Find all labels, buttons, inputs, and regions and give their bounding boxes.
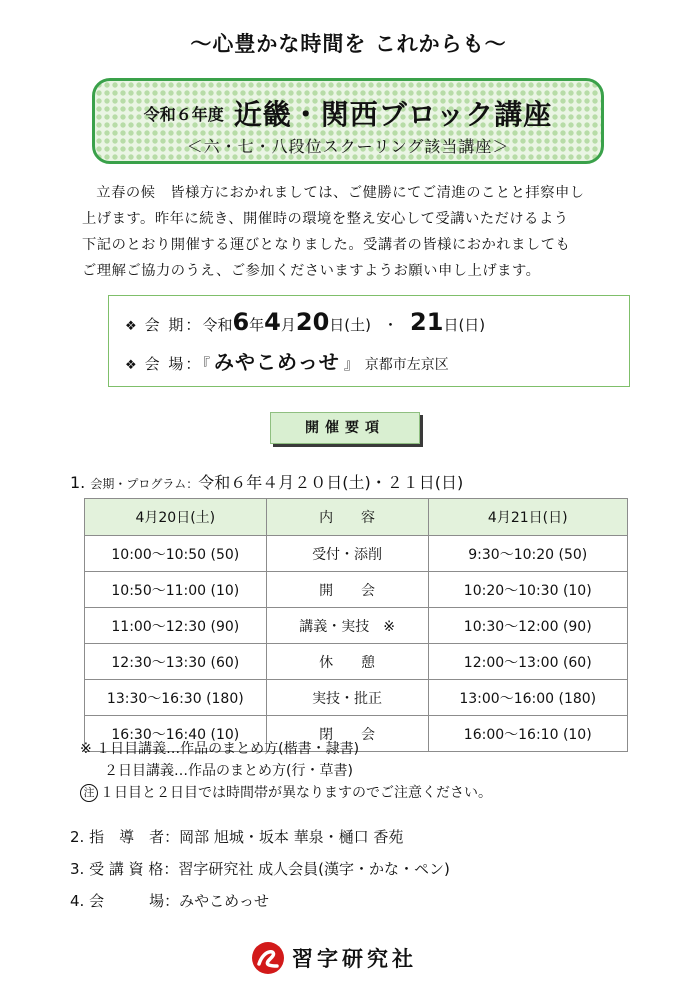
- period-day2: 21: [410, 308, 444, 336]
- venue-label: 会 場：: [144, 355, 203, 373]
- venue-city: 京都市左京区: [364, 357, 449, 373]
- tagline: ～心豊かな時間を これからも～: [190, 32, 507, 56]
- venue-row: [125, 346, 449, 375]
- greeting-line: 上げます。昨年に続き、開催時の環境を整え安心して受講いただけるよう: [82, 211, 569, 227]
- item-number: 4.: [70, 892, 85, 910]
- table-cell: 10:30～12:00 (90): [428, 608, 628, 644]
- title-subtitle: ＜六・七・八段位スクーリング該当講座＞: [186, 137, 510, 156]
- venue-item: [70, 890, 269, 911]
- caution-icon: 注: [80, 784, 98, 802]
- table-cell: 10:50～11:00 (10): [85, 572, 267, 608]
- table-cell: 10:00～10:50 (50): [85, 536, 267, 572]
- item-label: 受 講 資 格：: [89, 860, 179, 878]
- event-info-box: [108, 295, 630, 387]
- period-label: 会 期：: [144, 316, 203, 334]
- table-row: [85, 572, 628, 608]
- item-label: 指 導 者：: [89, 828, 180, 846]
- eligibility-item: [70, 858, 450, 879]
- venue-open-quote: 『: [202, 355, 210, 373]
- schedule-notes: [80, 738, 492, 804]
- period-separator: ・: [383, 316, 399, 334]
- item-label: 会 場：: [89, 892, 180, 910]
- item-value: 習字研究社 成人会員(漢字・かな・ペン): [178, 860, 450, 878]
- item-value: 岡部 旭城・坂本 華泉・樋口 香苑: [179, 828, 404, 846]
- diamond-bullet-icon: ❖: [125, 319, 137, 334]
- table-cell: 閉 会: [266, 716, 428, 752]
- table-cell: 11:00～12:30 (90): [85, 608, 267, 644]
- table-cell: 開 会: [266, 572, 428, 608]
- note-line: １日目と２日目では時間帯が異なりますのでご注意ください。: [100, 785, 492, 801]
- greeting-paragraph: [82, 180, 642, 284]
- period-day2-unit: 日(日): [443, 316, 486, 334]
- period-era: 令和: [202, 316, 233, 334]
- period-month-unit: 月: [280, 316, 296, 334]
- item-number: 3.: [70, 860, 85, 878]
- table-header: 内 容: [266, 499, 428, 536]
- table-cell: 12:30～13:30 (60): [85, 644, 267, 680]
- greeting-line: ご理解ご協力のうえ、ご参加くださいますようお願い申し上げます。: [82, 263, 541, 279]
- table-cell: 休 憩: [266, 644, 428, 680]
- table-cell: 受付・添削: [266, 536, 428, 572]
- program-heading: [70, 470, 463, 493]
- greeting-line: 下記のとおり開催する運びとなりました。受講者の皆様におかれましても: [82, 237, 571, 253]
- table-cell: 16:00～16:10 (10): [428, 716, 628, 752]
- table-header: 4月21日(日): [428, 499, 628, 536]
- organization-name: 習字研究社: [292, 947, 417, 971]
- table-header: 4月20日(土): [85, 499, 267, 536]
- table-cell: 9:30～10:20 (50): [428, 536, 628, 572]
- table-row: [85, 536, 628, 572]
- program-value: 令和６年４月２０日(土)・２１日(日): [198, 473, 464, 492]
- venue-close-quote: 』: [343, 355, 359, 373]
- brush-logo-icon: [250, 940, 286, 976]
- table-cell: 実技・批正: [266, 680, 428, 716]
- table-cell: 講義・実技 ※: [266, 608, 428, 644]
- title-line: [95, 93, 601, 133]
- table-cell: 13:00～16:00 (180): [428, 680, 628, 716]
- table-cell: 13:30～16:30 (180): [85, 680, 267, 716]
- period-year: 6: [232, 308, 250, 336]
- item-value: みやこめっせ: [179, 892, 269, 910]
- title-banner: [92, 78, 604, 164]
- period-year-unit: 年: [249, 316, 265, 334]
- table-row: [85, 608, 628, 644]
- note-line: ２日目講義…作品のまとめ方(行・草書): [104, 763, 353, 779]
- caution-note: [80, 782, 492, 804]
- diamond-bullet-icon: ❖: [125, 358, 137, 373]
- title-main: 近畿・関西ブロック講座: [233, 98, 553, 131]
- title-year: 令和６年度: [143, 105, 224, 124]
- program-label: 会期・プログラム：: [90, 477, 199, 491]
- note-line: ※ １日目講義…作品のまとめ方(楷書・隷書): [80, 741, 360, 757]
- item-number: 2.: [70, 828, 85, 846]
- period-row: [125, 308, 485, 336]
- schedule-table: [84, 498, 628, 752]
- footer-logo: [250, 940, 417, 980]
- period-month: 4: [264, 308, 281, 336]
- period-day1-unit: 日(土): [329, 316, 372, 334]
- greeting-line: 立春の候 皆様方におかれましては、ご健勝にてご清進のことと拝察申し: [96, 185, 585, 201]
- table-row: [85, 680, 628, 716]
- venue-name: みやこめっせ: [213, 350, 340, 374]
- table-cell: 16:30～16:40 (10): [85, 716, 267, 752]
- instructors-item: [70, 826, 403, 847]
- table-header-row: [85, 499, 628, 536]
- period-day1: 20: [295, 308, 330, 336]
- section-heading-button: 開催要項: [270, 412, 420, 444]
- table-row: [85, 644, 628, 680]
- table-cell: 10:20～10:30 (10): [428, 572, 628, 608]
- item-number: 1.: [70, 473, 86, 492]
- table-cell: 12:00～13:00 (60): [428, 644, 628, 680]
